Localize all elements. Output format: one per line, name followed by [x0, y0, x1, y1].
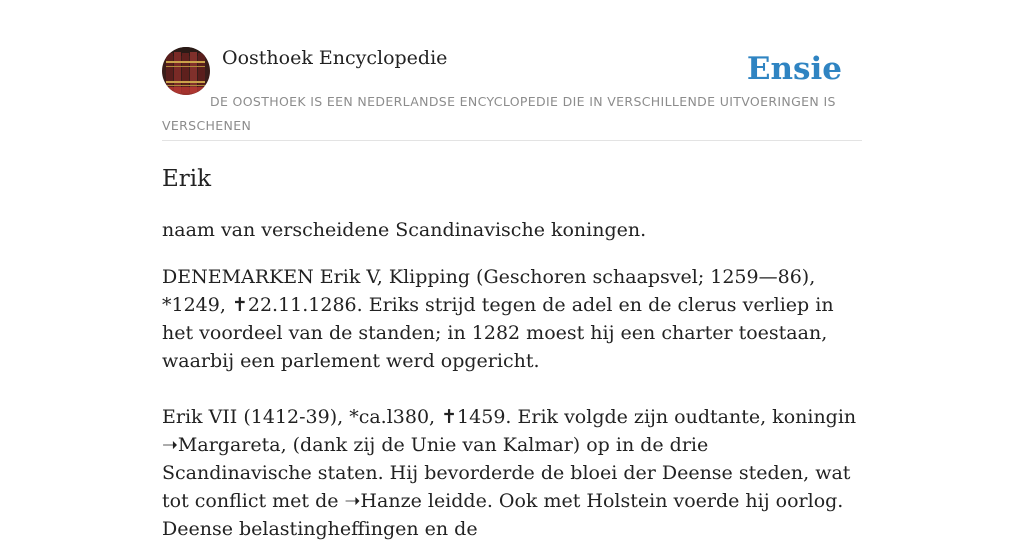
article-title: Erik [162, 166, 212, 192]
site-header [162, 44, 862, 141]
site-tagline: DE OOSTHOEK IS EEN NEDERLANDSE ENCYCLOPEDIE DIE IN VERSCHILLENDE UITVOERINGEN IS VERSCHENEN [162, 94, 836, 133]
site-title[interactable]: Oosthoek Encyclopedie [222, 47, 448, 69]
article-paragraph: naam van verscheidene Scandinavische koningen. [162, 219, 647, 241]
article [162, 160, 862, 543]
article-paragraph: Erik VII (1412-39), *ca.l380, ✝1459. Erik volgde zijn oudtante, koningin ➝Margareta, (dank zij de Unie van Kalmar) op in de drie Scandinavische staten. Hij bevorderde de bloei der Deense steden, wat tot conflict met de ➝Hanze leidde. Ook met Holstein voerde hij oorlog. Deense belastingheffingen en de [162, 406, 857, 540]
brand-logo[interactable]: Ensie [746, 51, 842, 87]
article-paragraph: DENEMARKEN Erik V, Klipping (Geschoren schaapsvel; 1259—86), *1249, ✝22.11.1286. Eriks strijd tegen de adel en de clerus verliep in het voordeel van de standen; in 1282 moest hij een charter toestaan, waarbij een parlement werd opgericht. [162, 266, 834, 372]
encyclopedia-books-icon [162, 47, 210, 95]
site-avatar[interactable] [162, 47, 210, 95]
